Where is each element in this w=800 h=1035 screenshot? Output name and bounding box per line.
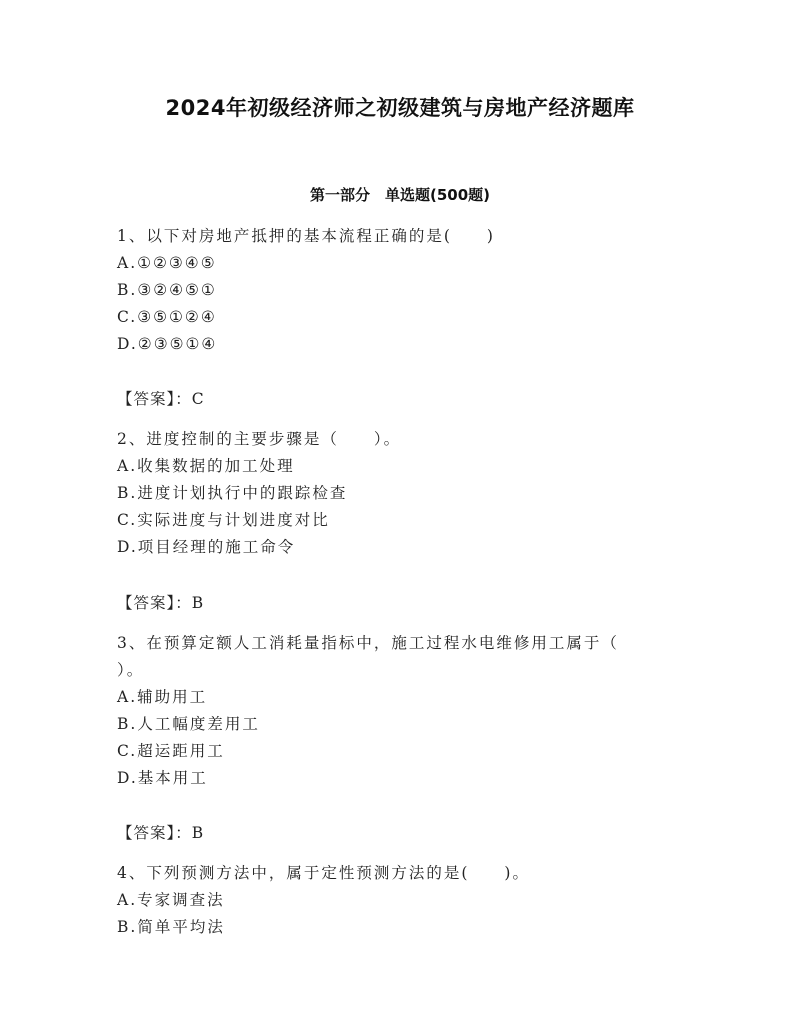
question-4-stem: 4、下列预测方法中，属于定性预测方法的是( )。: [117, 864, 530, 882]
question-2-option-c: C.实际进度与计划进度对比: [117, 511, 330, 529]
question-2-option-b: B.进度计划执行中的跟踪检查: [117, 484, 348, 502]
section-title: 第一部分 单选题(500题): [309, 186, 491, 204]
question-4-option-b: B.简单平均法: [117, 918, 225, 936]
document-title: 2024年初级经济师之初级建筑与房地产经济题库: [165, 96, 635, 120]
question-1-option-c: C.③⑤①②④: [117, 308, 217, 326]
question-2-answer: 【答案】：B: [117, 594, 205, 612]
question-2-option-d: D.项目经理的施工命令: [117, 538, 296, 556]
question-3-option-c: C.超运距用工: [117, 742, 225, 760]
question-3-option-b: B.人工幅度差用工: [117, 715, 260, 733]
question-1-option-d: D.②③⑤①④: [117, 335, 218, 353]
question-1-stem: 1、以下对房地产抵押的基本流程正确的是( ): [117, 227, 495, 245]
question-2-stem: 2、进度控制的主要步骤是（ ）。: [117, 430, 402, 448]
question-1-option-a: A.①②③④⑤: [117, 254, 217, 272]
question-3-option-a: A.辅助用工: [117, 688, 208, 706]
question-4-option-a: A.专家调查法: [117, 891, 225, 909]
question-3-answer: 【答案】：B: [117, 824, 205, 842]
question-1-option-b: B.③②④⑤①: [117, 281, 217, 299]
question-1-answer: 【答案】：C: [117, 390, 205, 408]
question-2-option-a: A.收集数据的加工处理: [117, 457, 295, 475]
question-3-stem-continued: ）。: [117, 661, 145, 679]
question-3-option-d: D.基本用工: [117, 769, 208, 787]
question-3-stem: 3、在预算定额人工消耗量指标中，施工过程水电维修用工属于（: [117, 634, 619, 652]
